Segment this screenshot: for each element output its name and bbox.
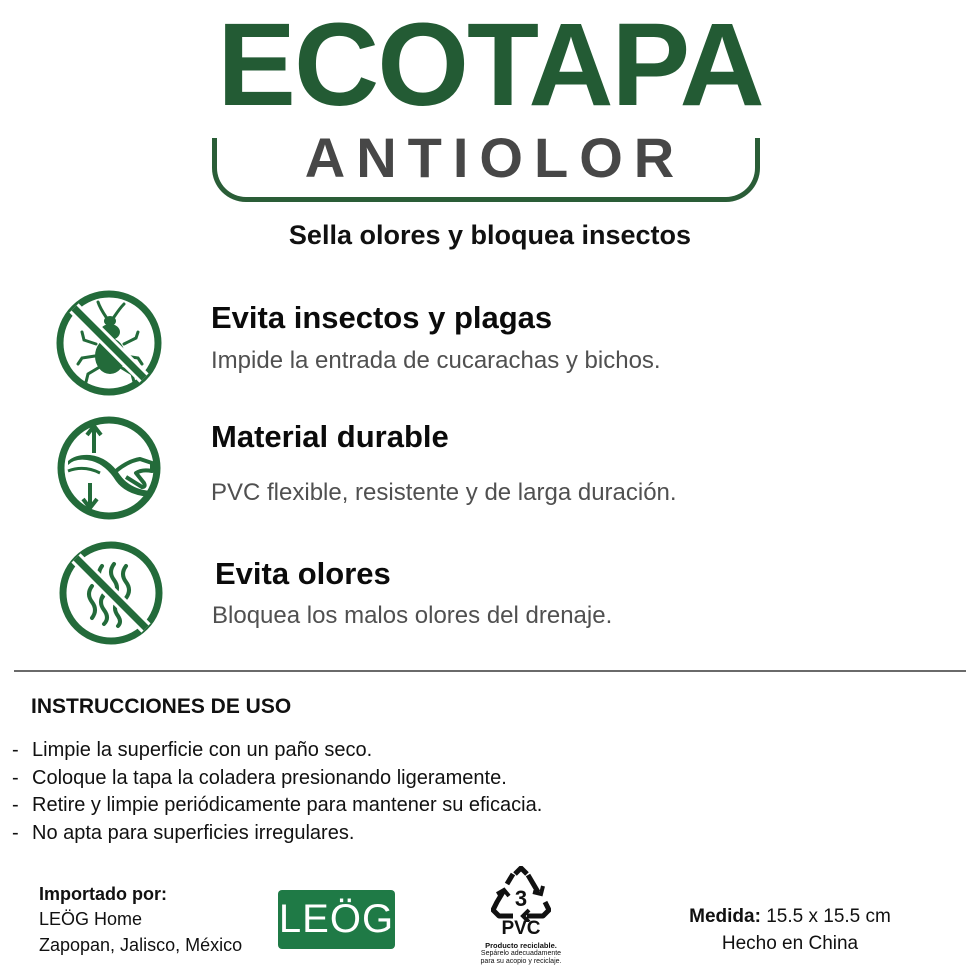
size-value: 15.5 x 15.5 cm [766, 906, 891, 927]
feature-description: Bloquea los malos olores del drenaje. [212, 602, 613, 629]
instructions-title: INSTRUCCIONES DE USO [31, 695, 292, 718]
bullet-dash: - [12, 794, 19, 816]
product-specs [660, 904, 920, 958]
recycle-note-line: Sepárelo adecuadamente [480, 950, 562, 957]
size-label: Medida: [689, 906, 761, 927]
feature-title: Material durable [211, 419, 449, 454]
importer-name: LEÖG Home [39, 909, 143, 929]
bullet-dash: - [12, 821, 19, 844]
svg-text:3: 3 [514, 886, 528, 911]
instruction-item [12, 820, 542, 848]
recycle-note-line: para su acopio y reciclaje. [480, 958, 562, 965]
feature-title: Evita insectos y plagas [211, 300, 553, 335]
brand-title: ECOTAPA [217, 0, 763, 131]
recycle-triangle-icon [491, 866, 551, 922]
bullet-dash: - [12, 739, 19, 761]
importer-location: Zapopan, Jalisco, México [39, 935, 243, 955]
instruction-item [12, 792, 542, 820]
feature-description: Impide la entrada de cucarachas y bichos. [211, 347, 661, 374]
instruction-text: Retire y limpie periódicamente para mantener su eficacia. [32, 794, 543, 816]
origin: Hecho en China [721, 933, 859, 954]
recycling-badge [462, 866, 580, 974]
importer-info [39, 882, 242, 958]
feature-title: Evita olores [215, 556, 391, 591]
size-row [660, 904, 920, 930]
bullet-dash: - [12, 766, 19, 789]
brand-subtitle: ANTIOLOR [304, 126, 686, 189]
instruction-text: Limpie la superficie con un paño seco. [32, 739, 373, 761]
leog-logo: LEÖG [278, 890, 395, 949]
instruction-item [12, 765, 542, 793]
feature-description: PVC flexible, resistente y de larga duración. [211, 479, 677, 506]
instruction-text: No apta para superficies irregulares. [32, 821, 355, 844]
instruction-item [12, 737, 542, 765]
instruction-text: Coloque la tapa la coladera presionando ligeramente. [32, 766, 507, 789]
material-code: PVC [501, 918, 541, 939]
section-divider [14, 670, 966, 672]
tagline: Sella olores y bloquea insectos [288, 220, 692, 250]
no-bug-icon [54, 288, 164, 398]
importer-label: Importado por: [39, 884, 167, 904]
recycle-note-title: Producto reciclable. [485, 941, 557, 950]
no-odor-icon [56, 538, 166, 648]
instructions-list [12, 737, 542, 847]
flexible-material-icon [54, 413, 164, 523]
